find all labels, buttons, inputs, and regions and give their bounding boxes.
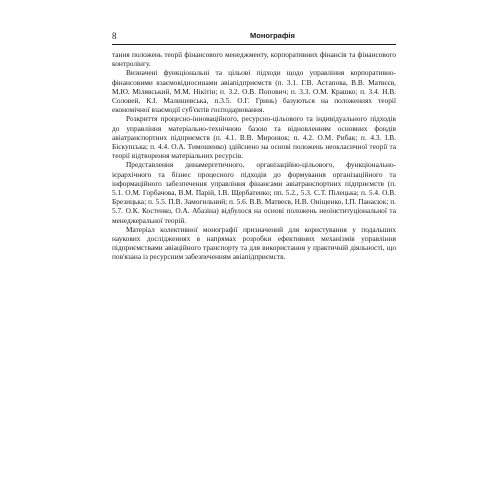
paragraph-purpose: Матеріал колективної монографії призначений для користування у подальших наукових дослідженнях в напрямах розробки ефективних механізмів управління підприємствами авіаційного транспорту та для використання у практичній діяльності, що пов'язана із ресурсним забезпеченням авіапідприємств. [112,224,396,262]
body-text [112,50,396,262]
paragraph-continuation: тання положень теорії фінансового менеджменту, корпоративних фінансів та фінансового контролінгу. [112,50,396,69]
paragraph-material-base: Розкриття процесно-інноваційного, ресурсно-цільового та індивідуального підходів до управління матеріально-технічною базою та відновленням основних фондів авіатранспортних підприємств (п. 4.1. В.В. Миронюк; п. 4.2. О.М. Рибак; п. 4.3. І.В. Біскупська; п. 4.4. О.А. Тимошенко) здійснено на основі положень неокласичної теорії та теорії відтворення матеріальних ресурсів. [112,114,396,161]
page-number: 8 [112,31,117,41]
paragraph-organizational-support: Представлення динамерґетичного, організаційно-цільового, функціонально-ієрархічного та бізнес процесного підходів до формування організаційного та інформаційного забезпечення управління фінансами авіатранспортних підприємств (п. 5.1. О.М. Горбачова, В.М. Парій, І.В. Щербатенко; пп. 5.2., 5.3. С.Т. Пілецька; п. 5.4. О.В. Брезицька; п. 5.5. П.В. Замогильний; п. 5.6. В.В. Матвеєв, Н.В. Оніщенко, І.П. Панасюк; п. 5.7. О.К. Костенко, О.А. Абазіна) відбулося на основі положень неоінституціональної та менеджеральної теорій. [112,160,396,225]
page-header [112,30,396,45]
paragraph-functional-approaches: Визначені функціональні та цільові підходи щодо управління корпоративно-фінансовими взаємовідносинами авіапідприємств (п. 3.1. Г.В. Астапова, В.В. Матвєєв, М.Ю. Мілявський, М.М. Нікітін; п. 3.2. О.В. Попович; п. 3.3. О.М. Крашко; п. 3.4. Н.В. Соловей, К.І. Малишевська, п.3.5. О.Г. Гринь) базуються на положеннях теорії економічної взаємодії суб'єктів господарювання. [112,68,396,115]
running-title: Монографія [250,31,295,40]
